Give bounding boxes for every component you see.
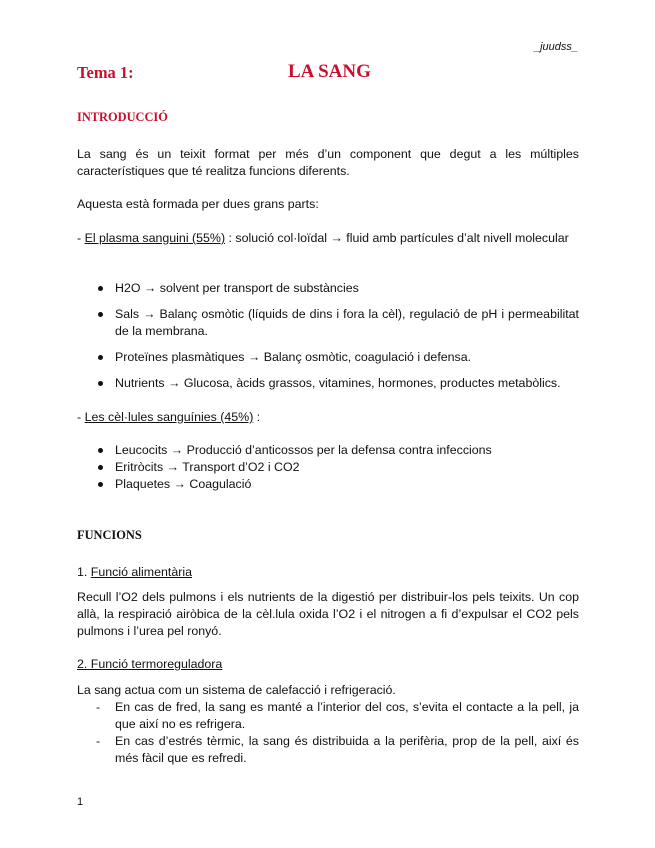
plasma-prefix: - [77, 231, 85, 245]
funcions-heading: FUNCIONS [77, 528, 142, 542]
header-mark: _juudss_ [533, 41, 578, 53]
funcio-2-paragraph [77, 682, 579, 699]
intro-heading: INTRODUCCIÓ [77, 110, 168, 124]
list-item [77, 442, 579, 459]
intro-parts [77, 196, 579, 213]
cells-section [77, 409, 579, 426]
funcio-1-paragraph [77, 589, 579, 640]
funcio-1-label: Funció alimentària [90, 565, 193, 579]
plasma-list-3 [77, 349, 579, 366]
dash-icon: - [96, 700, 101, 714]
plasma-label: El plasma sanguini (55%) [84, 231, 226, 245]
list-item [77, 476, 579, 493]
list-item [77, 349, 579, 366]
list-item-text: Plaquetes → Coagulació [115, 477, 252, 491]
list-item [77, 459, 579, 476]
funcio-1-line [77, 564, 579, 581]
list-item-text: Eritròcits → Transport d’O2 i CO2 [115, 460, 300, 474]
bullet-icon [98, 312, 103, 317]
cells-label: Les cèl·lules sanguínies (45%) [84, 410, 254, 424]
bullet-icon [98, 355, 103, 360]
list-item [77, 375, 579, 392]
list-item-text: H2O → solvent per transport de substàncies [115, 281, 359, 295]
list-item [77, 699, 579, 733]
bullet-icon [98, 482, 103, 487]
cells-prefix: - [77, 410, 85, 424]
funcio-2-text: La sang actua com un sistema de calefacció i refrigeració. [77, 683, 396, 697]
list-item-text: Sals → Balanç osmòtic (líquids de dins i fora la cèl), regulació de pH i permeabilitat de la membrana. [115, 307, 579, 338]
tema-label: Tema 1: [77, 63, 134, 82]
intro-parts-text: Aquesta està formada per dues grans parts: [77, 197, 319, 211]
list-item-text: Nutrients → Glucosa, àcids grassos, vitamines, hormones, productes metabòlics. [115, 376, 561, 390]
intro-text: La sang és un teixit format per més d’un component que degut a les múltiples característiques que té realitza funcions diferents. [77, 147, 579, 178]
plasma-desc: : solució col·loïdal → fluid amb partícules d’alt nivell molecular [225, 231, 569, 245]
bullet-icon [98, 465, 103, 470]
list-item-text: En cas d’estrés tèrmic, la sang és distribuida a la perifèria, prop de la pell, així és més fàcil que es refredi. [115, 734, 579, 765]
dash-icon: - [96, 734, 101, 748]
funcio-2-heading [77, 656, 579, 673]
cells-desc: : [253, 410, 261, 424]
cells-line [77, 409, 579, 426]
plasma-list [77, 280, 579, 297]
plasma-section [77, 230, 579, 247]
funcio-2-list [77, 699, 579, 767]
funcio-2-label: 2. Funció termoreguladora [77, 657, 223, 671]
plasma-list-4 [77, 375, 579, 392]
page-title: LA SANG [288, 61, 371, 82]
list-item-text: En cas de fred, la sang es manté a l’interior del cos, s’evita el contacte a la pell, ja que així no es refrigera. [115, 700, 579, 731]
bullet-icon [98, 286, 103, 291]
funcio-1-heading [77, 564, 579, 581]
bullet-icon [98, 448, 103, 453]
funcio-1-num: 1. [77, 565, 91, 579]
list-item-text: Proteïnes plasmàtiques → Balanç osmòtic, coagulació i defensa. [115, 350, 472, 364]
list-item [77, 280, 579, 297]
intro-paragraph [77, 146, 579, 180]
list-item [77, 306, 579, 340]
bullet-icon [98, 381, 103, 386]
funcio-1-text: Recull l’O2 dels pulmons i els nutrients de la digestió per distribuir-los pels teixits. Un cop allà, la respiració airòbica de la cèl.lula oxida l’O2 i el nitrogen a fi d’expulsar el CO2 pels pulmons i l’urea pel ronyó. [77, 590, 579, 638]
page-number: 1 [77, 796, 84, 808]
plasma-line [77, 230, 579, 247]
list-item [77, 733, 579, 767]
title-row [77, 63, 579, 87]
plasma-list-2 [77, 306, 579, 340]
list-item-text: Leucocits → Producció d’anticossos per la defensa contra infeccions [115, 443, 492, 457]
cells-list [77, 442, 579, 493]
